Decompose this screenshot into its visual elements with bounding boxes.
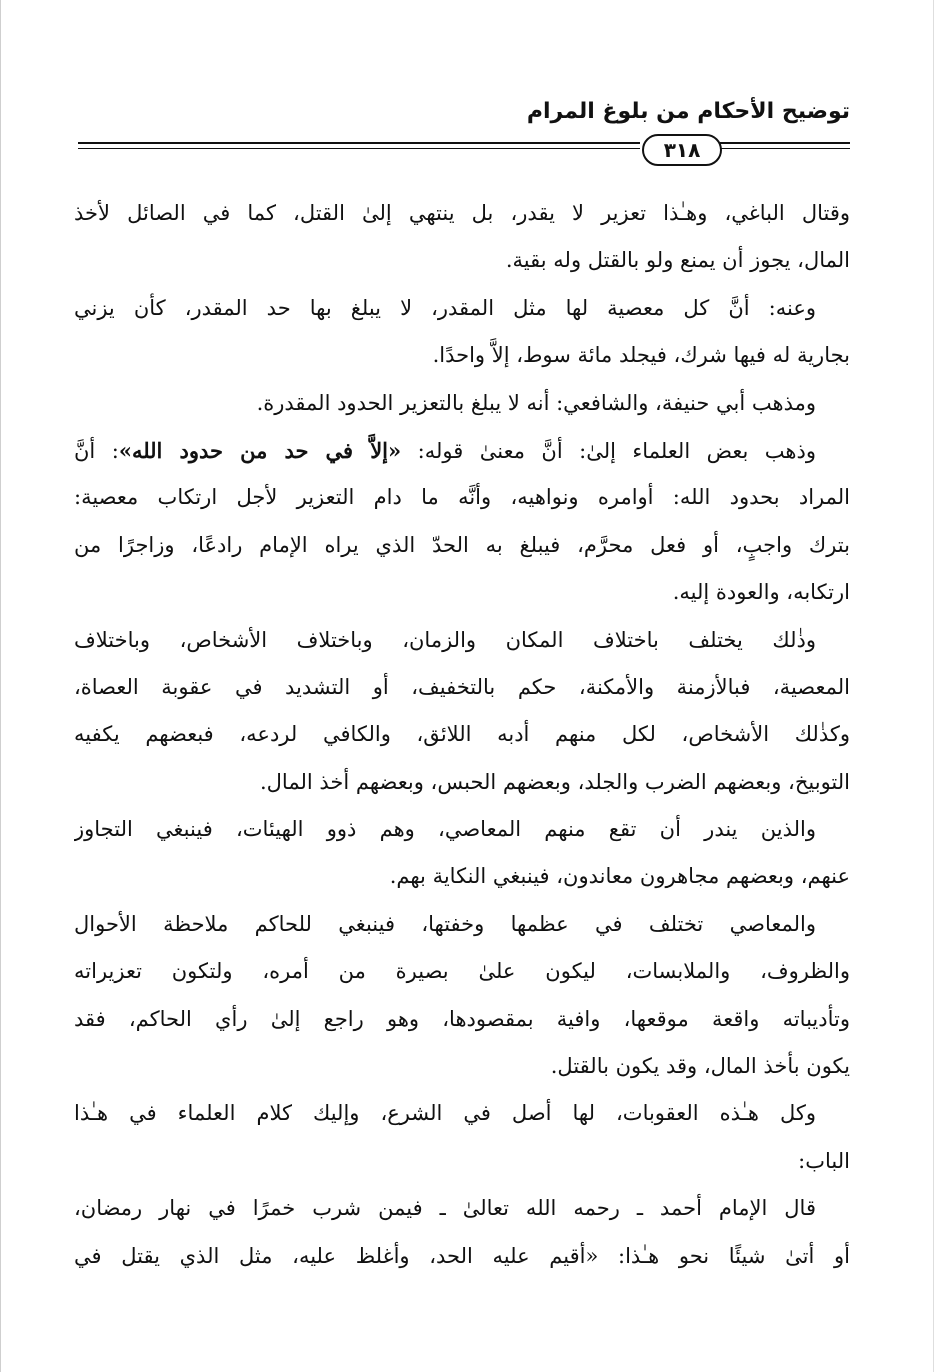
text-segment: وكل هـٰذه العقوبات، لها أصل في الشرع، وإليك كلام العلماء في هـٰذا xyxy=(74,1101,816,1126)
text-segment: المراد بحدود الله: أوامره ونواهيه، وأنَّه ما دام التعزير لأجل ارتكاب معصية: xyxy=(74,485,850,510)
text-segment: ومذهب أبي حنيفة، والشافعي: أنه لا يبلغ بالتعزير الحدود المقدرة. xyxy=(256,390,816,415)
text-segment: يكون بأخذ المال، وقد يكون بالقتل. xyxy=(550,1054,850,1079)
text-line xyxy=(74,759,850,806)
text-line xyxy=(74,853,850,900)
text-segment: عنهم، وبعضهم مجاهرون معاندون، فينبغي النكاية بهم. xyxy=(389,864,850,889)
text-line xyxy=(74,1185,850,1232)
text-segment: التوبيخ، وبعضهم الضرب والجلد، وبعضهم الحبس، وبعضهم أخذ المال. xyxy=(260,769,850,794)
text-segment: وذٰلك يختلف باختلاف المكان والزمان، وباختلاف الأشخاص، وباختلاف xyxy=(74,627,816,652)
text-segment: قال الإمام أحمد ـ رحمه الله تعالىٰ ـ فيمن شرب خمرًا في نهار رمضان، xyxy=(74,1196,816,1221)
text-segment: المعصية، فبالأزمنة والأمكنة، حكم بالتخفيف، أو التشديد في عقوبة العصاة، xyxy=(74,674,850,699)
text-line xyxy=(74,474,850,521)
text-segment: الباب: xyxy=(798,1148,850,1173)
text-line xyxy=(74,522,850,569)
text-segment: بجارية له فيها شرك، فيجلد مائة سوط، إلاَّ واحدًا. xyxy=(432,343,850,368)
hadith-quote: «إلاَّ في حد من حدود الله» xyxy=(118,437,402,463)
page-number: ٣١٨ xyxy=(642,134,722,166)
text-line xyxy=(74,711,850,758)
text-segment: وعنه: أنَّ كل معصية لها مثل المقدر، لا يبلغ بها حد المقدر، كأن يزني xyxy=(74,295,816,320)
text-line xyxy=(74,1138,850,1185)
text-line xyxy=(74,901,850,948)
text-segment: أو أتىٰ شيئًا نحو هـٰذا: «أقيم عليه الحد، وأغلظ عليه، مثل الذي يقتل في xyxy=(74,1243,850,1268)
header-rule-right-bottom xyxy=(720,148,850,149)
text-line xyxy=(74,806,850,853)
text-line xyxy=(74,569,850,616)
header-rule-left-bottom xyxy=(78,148,640,149)
text-segment: وتأديباته واقعة موقعها، وافية بمقصودها، وهو راجع إلىٰ رأي الحاكم، فقد xyxy=(74,1006,850,1031)
header-rule-left-top xyxy=(78,142,640,144)
text-line xyxy=(74,948,850,995)
text-segment: والذين يندر أن تقع منهم المعاصي، وهم ذوو الهيئات، فينبغي التجاوز xyxy=(74,817,816,842)
text-line xyxy=(74,1043,850,1090)
scan-edge-right xyxy=(933,0,934,1372)
page-body xyxy=(74,190,850,1280)
scan-edge-left xyxy=(0,0,7,1372)
header-rule-right-top xyxy=(720,142,850,144)
text-segment: والمعاصي تختلف في عظمها وخفتها، فينبغي للحاكم ملاحظة الأحوال xyxy=(74,911,816,936)
text-segment: ارتكابه، والعودة إليه. xyxy=(672,580,850,605)
text-segment: وقتال الباغي، وهـٰذا تعزير لا يقدر، بل ينتهي إلىٰ القتل، كما في الصائل لأخذ xyxy=(74,201,850,225)
text-line xyxy=(74,1090,850,1137)
text-line xyxy=(74,237,850,284)
text-line xyxy=(74,285,850,332)
text-line xyxy=(74,617,850,664)
text-line xyxy=(74,332,850,379)
text-line xyxy=(74,190,850,237)
text-line xyxy=(74,380,850,427)
text-line xyxy=(74,427,850,474)
page-header xyxy=(78,94,850,164)
text-segment: وذهب بعض العلماء إلىٰ: أنَّ معنىٰ قوله: xyxy=(401,438,816,463)
text-segment: بترك واجبٍ، أو فعل محرَّم، فيبلغ به الحدّ الذي يراه الإمام رادعًا، وزاجرًا من xyxy=(74,532,850,557)
text-segment: والظروف، والملابسات، ليكون علىٰ بصيرة من أمره، ولتكون تعزيراته xyxy=(74,959,850,984)
text-line xyxy=(74,1233,850,1280)
text-line xyxy=(74,996,850,1043)
text-line xyxy=(74,664,850,711)
text-segment: وكذٰلك الأشخاص، لكل منهم أدبه اللائق، والكافي لردعه، فبعضهم يكفيه xyxy=(74,722,850,747)
running-title: توضيح الأحكام من بلوغ المرام xyxy=(526,99,850,124)
text-segment: المال، يجوز أن يمنع ولو بالقتل وله بقية. xyxy=(505,248,850,273)
text-segment: : أنَّ xyxy=(74,438,119,463)
